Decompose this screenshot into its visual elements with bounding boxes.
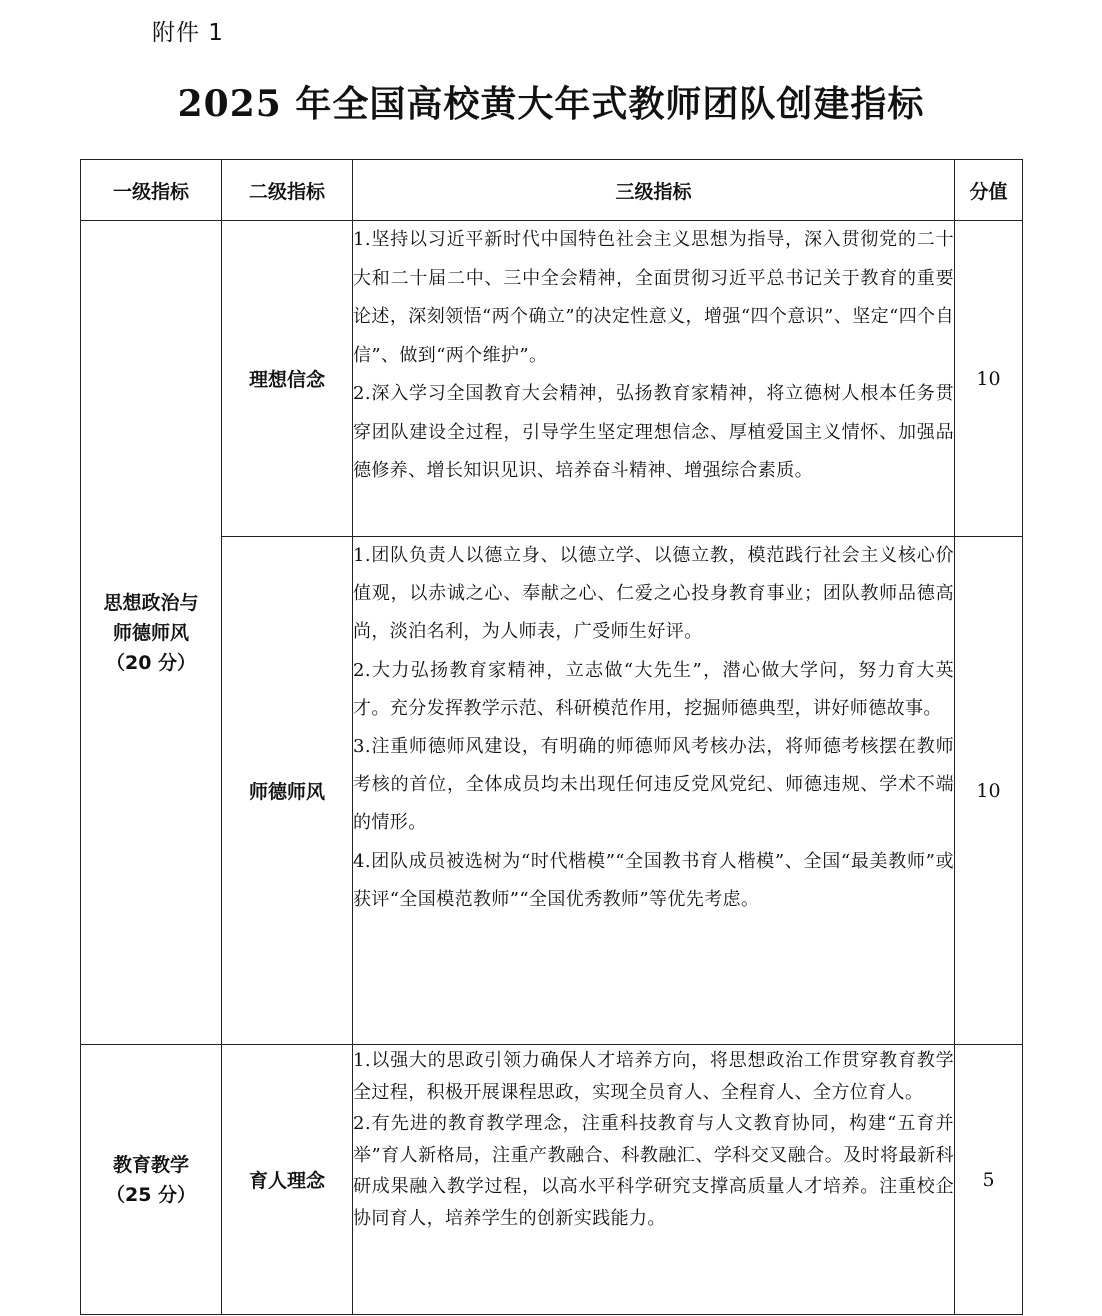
table-header-row [81,160,1023,221]
header-level2: 二级指标 [222,160,353,221]
header-level1: 一级指标 [81,160,222,221]
level2-cell: 理想信念 [222,221,353,537]
level1-line: 教育教学 [112,1153,189,1176]
level1-line: （25 分） [105,1183,197,1206]
indicator-item: 3.注重师德师风建设，有明确的师德师风考核办法，将师德考核摆在教师考核的首位，全体成员均未出现任何违反党风党纪、师德违规、学术不端的情形。 [353,736,954,834]
header-score: 分值 [955,160,1023,221]
indicator-item: 4.团队成员被选树为“时代楷模”“全国教书育人楷模”、全国“最美教师”或获评“全国模范教师”“全国优秀教师”等优先考虑。 [353,850,954,910]
indicator-table [80,159,1023,1315]
score-cell: 10 [955,221,1023,537]
table-row [81,1045,1023,1315]
score-cell: 10 [955,537,1023,1045]
header-level3: 三级指标 [353,160,955,221]
document-title: 2025 年全国高校黄大年式教师团队创建指标 [177,83,925,125]
score-cell: 5 [955,1045,1023,1315]
level1-line: （20 分） [105,651,197,674]
level2-cell: 师德师风 [222,537,353,1045]
level3-cell [353,221,955,537]
table-row [81,221,1023,537]
indicator-item: 1.以强大的思政引领力确保人才培养方向，将思想政治工作贯穿教育教学全过程，积极开展课程思政，实现全员育人、全程育人、全方位育人。 [353,1050,954,1103]
level3-cell [353,1045,955,1315]
indicator-item: 2.深入学习全国教育大会精神，弘扬教育家精神，将立德树人根本任务贯穿团队建设全过程，引导学生坚定理想信念、厚植爱国主义情怀、加强品德修养、增长知识见识、培养奋斗精神、增强综合素质。 [353,383,954,481]
level3-cell [353,537,955,1045]
indicator-item: 1.团队负责人以德立身、以德立学、以德立教，模范践行社会主义核心价值观，以赤诚之心、奉献之心、仁爱之心投身教育事业；团队教师品德高尚，淡泊名利，为人师表，广受师生好评。 [353,545,954,643]
indicator-item: 2.大力弘扬教育家精神，立志做“大先生”，潜心做大学问，努力育大英才。充分发挥教学示范、科研模范作用，挖掘师德典型，讲好师德故事。 [353,659,954,719]
level2-cell: 育人理念 [222,1045,353,1315]
level1-line: 师德师风 [112,621,189,644]
level1-line: 思想政治与 [103,591,199,614]
attachment-label: 附件 1 [152,20,224,46]
indicator-item: 1.坚持以习近平新时代中国特色社会主义思想为指导，深入贯彻党的二十大和二十届二中、三中全会精神，全面贯彻习近平总书记关于教育的重要论述，深刻领悟“两个确立”的决定性意义，增强“四个意识”、坚定“四个自信”、做到“两个维护”。 [353,229,954,366]
level1-cell [81,1045,222,1315]
table-row [81,537,1023,1045]
indicator-item: 2.有先进的教育教学理念，注重科技教育与人文教育协同，构建“五育并举”育人新格局，注重产教融合、科教融汇、学科交叉融合。及时将最新科研成果融入教学过程，以高水平科学研究支撑高质量人才培养。注重校企协同育人，培养学生的创新实践能力。 [353,1113,954,1229]
level1-cell [81,221,222,1045]
